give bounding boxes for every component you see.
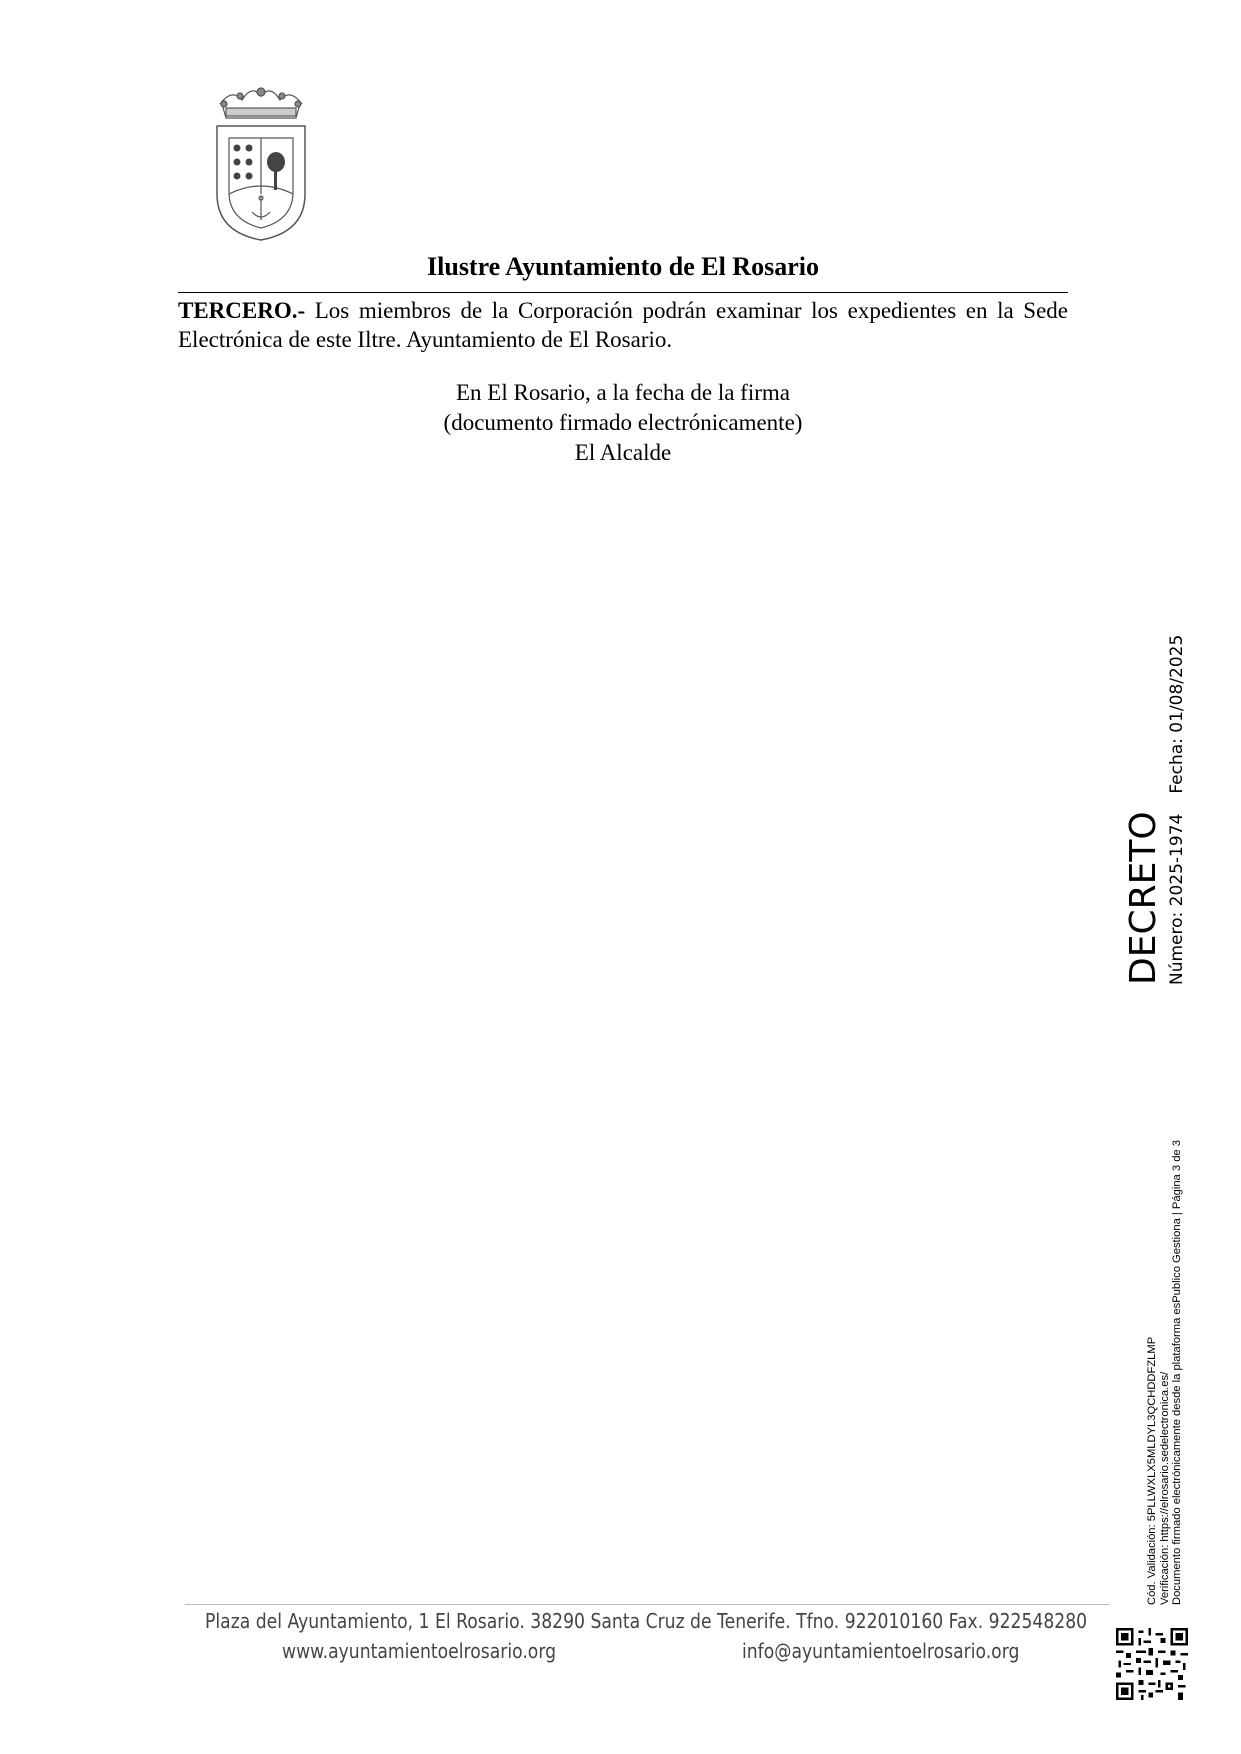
platform-note: Documento firmado electrónicamente desde la plataforma esPublico Gestiona | Página 3 de 3 bbox=[1171, 1140, 1183, 1605]
validation-code: Cód. Validación: 5PLLWXLX5MLDYL3QCHDDFZLMP bbox=[1146, 1336, 1158, 1605]
decree-number: Número: 2025-1974 bbox=[1167, 813, 1187, 985]
side-verification bbox=[1146, 1140, 1184, 1605]
footer-address: Plaza del Ayuntamiento, 1 El Rosario. 38290 Santa Cruz de Tenerife. Tfno. 922010160 Fax. 922548280 bbox=[205, 1609, 1088, 1633]
paragraph-text: Los miembros de la Corporación podrán examinar los expedientes en la Sede Electrónica de este Iltre. Ayuntamiento de El Rosario. bbox=[178, 298, 1068, 352]
footer-website: www.ayuntamientoelrosario.org bbox=[282, 1639, 557, 1663]
coat-of-arms-icon bbox=[212, 82, 310, 242]
signature-role: El Alcalde bbox=[574, 440, 672, 465]
qr-code-icon bbox=[1116, 1628, 1188, 1700]
footer-email: info@ayuntamientoelrosario.org bbox=[742, 1639, 1020, 1663]
signature-place-date: En El Rosario, a la fecha de la firma bbox=[456, 380, 790, 405]
side-doc-type: DECRETO bbox=[1123, 811, 1164, 985]
decree-date: Fecha: 01/08/2025 bbox=[1167, 634, 1187, 794]
decree-paragraph bbox=[178, 296, 1068, 354]
organization-title: Ilustre Ayuntamiento de El Rosario bbox=[427, 252, 819, 281]
title-divider bbox=[178, 292, 1068, 293]
signature-note: (documento firmado electrónicamente) bbox=[443, 410, 803, 435]
side-metadata bbox=[1166, 635, 1188, 985]
paragraph-lead: TERCERO.- bbox=[178, 298, 306, 323]
signature-block bbox=[178, 378, 1068, 468]
verification-url: Verificación: https://elrosario.sedelectronica.es/ bbox=[1158, 1371, 1171, 1605]
footer-divider bbox=[185, 1604, 1110, 1605]
